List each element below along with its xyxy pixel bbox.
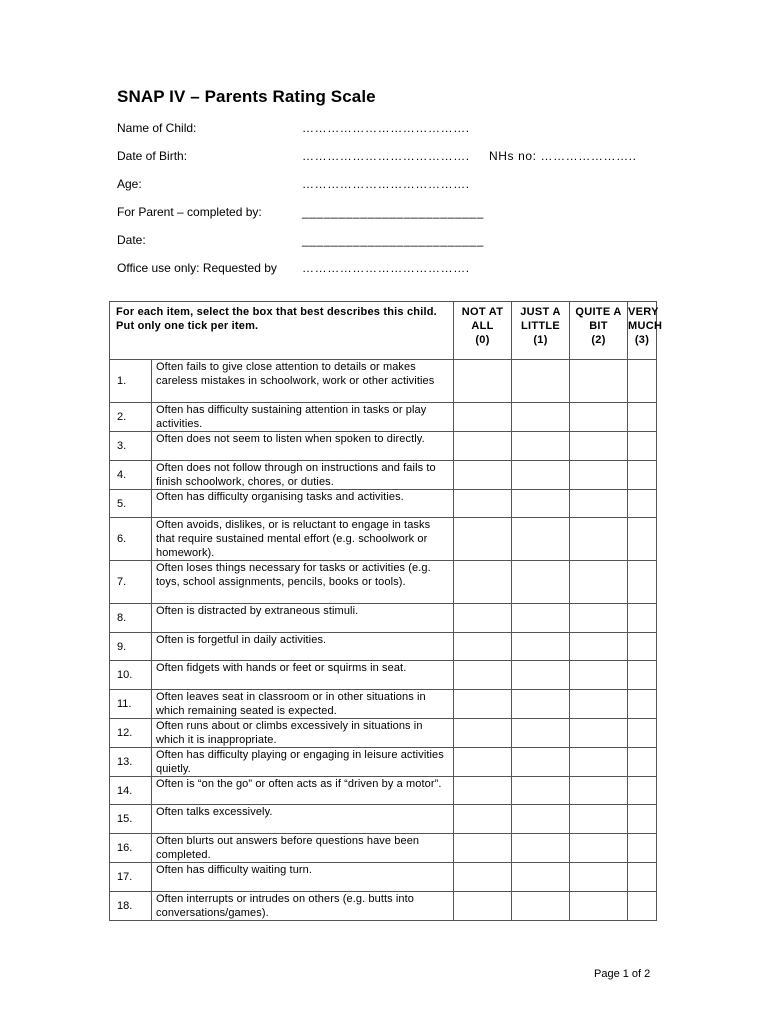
item-number: 6. (110, 518, 152, 561)
tick-box-just-a-little[interactable] (512, 690, 570, 719)
field-label: Office use only: Requested by (117, 261, 277, 275)
table-header-row (110, 302, 657, 360)
item-description: Often has difficulty playing or engaging in leisure activities quietly. (152, 748, 454, 777)
tick-box-just-a-little[interactable] (512, 892, 570, 921)
table-row (110, 834, 657, 863)
option-label: VERY MUCH (628, 306, 663, 332)
option-score: (2) (591, 334, 606, 346)
tick-box-quite-a-bit[interactable] (570, 490, 628, 518)
item-description: Often avoids, dislikes, or is reluctant to engage in tasks that require sustained mental effort (e.g. schoolwork or homework). (152, 518, 454, 561)
item-description: Often does not seem to listen when spoken to directly. (152, 432, 454, 461)
table-row (110, 461, 657, 490)
table-row (110, 403, 657, 432)
item-description: Often fails to give close attention to details or makes careless mistakes in schoolwork, work or other activities (152, 360, 454, 403)
tick-box-not-at-all[interactable] (454, 561, 512, 604)
tick-box-very-much[interactable] (628, 432, 657, 461)
table-row (110, 633, 657, 661)
field-value-line[interactable]: …………………………………. (302, 177, 470, 191)
option-score: (0) (475, 334, 490, 346)
option-quite-a-bit (570, 302, 628, 360)
item-number: 3. (110, 432, 152, 461)
tick-box-quite-a-bit[interactable] (570, 604, 628, 633)
tick-box-quite-a-bit[interactable] (570, 777, 628, 805)
tick-box-just-a-little[interactable] (512, 403, 570, 432)
tick-box-quite-a-bit[interactable] (570, 461, 628, 490)
tick-box-just-a-little[interactable] (512, 748, 570, 777)
tick-box-not-at-all[interactable] (454, 748, 512, 777)
item-description: Often is forgetful in daily activities. (152, 633, 454, 661)
tick-box-just-a-little[interactable] (512, 633, 570, 661)
tick-box-not-at-all[interactable] (454, 719, 512, 748)
tick-box-very-much[interactable] (628, 518, 657, 561)
item-description: Often is “on the go” or often acts as if “driven by a motor”. (152, 777, 454, 805)
item-number: 8. (110, 604, 152, 633)
option-score: (1) (533, 334, 548, 346)
tick-box-very-much[interactable] (628, 461, 657, 490)
item-number: 12. (110, 719, 152, 748)
table-row (110, 863, 657, 892)
option-not-at-all (454, 302, 512, 360)
item-description: Often leaves seat in classroom or in other situations in which remaining seated is expected. (152, 690, 454, 719)
tick-box-not-at-all[interactable] (454, 360, 512, 403)
item-number: 14. (110, 777, 152, 805)
tick-box-very-much[interactable] (628, 604, 657, 633)
item-description: Often does not follow through on instructions and fails to finish schoolwork, chores, or duties. (152, 461, 454, 490)
tick-box-just-a-little[interactable] (512, 805, 570, 834)
tick-box-very-much[interactable] (628, 633, 657, 661)
tick-box-just-a-little[interactable] (512, 777, 570, 805)
tick-box-quite-a-bit[interactable] (570, 633, 628, 661)
table-row (110, 490, 657, 518)
table-row (110, 777, 657, 805)
item-number: 15. (110, 805, 152, 834)
tick-box-quite-a-bit[interactable] (570, 432, 628, 461)
option-just-a-little (512, 302, 570, 360)
item-description: Often fidgets with hands or feet or squirms in seat. (152, 661, 454, 690)
tick-box-just-a-little[interactable] (512, 561, 570, 604)
tick-box-quite-a-bit[interactable] (570, 805, 628, 834)
item-number: 5. (110, 490, 152, 518)
tick-box-just-a-little[interactable] (512, 461, 570, 490)
tick-box-quite-a-bit[interactable] (570, 661, 628, 690)
tick-box-quite-a-bit[interactable] (570, 892, 628, 921)
tick-box-not-at-all[interactable] (454, 461, 512, 490)
tick-box-just-a-little[interactable] (512, 719, 570, 748)
tick-box-just-a-little[interactable] (512, 432, 570, 461)
item-number: 1. (110, 360, 152, 403)
tick-box-quite-a-bit[interactable] (570, 719, 628, 748)
tick-box-not-at-all[interactable] (454, 432, 512, 461)
tick-box-quite-a-bit[interactable] (570, 834, 628, 863)
item-number: 18. (110, 892, 152, 921)
item-description: Often has difficulty sustaining attention in tasks or play activities. (152, 403, 454, 432)
table-row (110, 360, 657, 403)
tick-box-very-much[interactable] (628, 748, 657, 777)
tick-box-just-a-little[interactable] (512, 518, 570, 561)
table-row (110, 805, 657, 834)
option-very-much (628, 302, 663, 360)
tick-box-very-much[interactable] (628, 834, 657, 863)
tick-box-just-a-little[interactable] (512, 604, 570, 633)
tick-box-not-at-all[interactable] (454, 834, 512, 863)
tick-box-not-at-all[interactable] (454, 863, 512, 892)
option-label: JUST A LITTLE (520, 306, 561, 332)
item-description: Often loses things necessary for tasks or activities (e.g. toys, school assignments, pencils, books or tools). (152, 561, 454, 604)
tick-box-just-a-little[interactable] (512, 661, 570, 690)
tick-box-not-at-all[interactable] (454, 403, 512, 432)
tick-box-not-at-all[interactable] (454, 518, 512, 561)
table-row (110, 892, 657, 921)
item-description: Often is distracted by extraneous stimuli. (152, 604, 454, 633)
item-description: Often has difficulty organising tasks and activities. (152, 490, 454, 518)
tick-box-quite-a-bit[interactable] (570, 863, 628, 892)
tick-box-not-at-all[interactable] (454, 604, 512, 633)
tick-box-not-at-all[interactable] (454, 661, 512, 690)
tick-box-very-much[interactable] (628, 360, 657, 403)
tick-box-just-a-little[interactable] (512, 834, 570, 863)
field-value-line[interactable]: …………………………………. (302, 149, 470, 163)
field-label: For Parent – completed by: (117, 205, 262, 219)
item-description: Often interrupts or intrudes on others (e.g. butts into conversations/games). (152, 892, 454, 921)
tick-box-very-much[interactable] (628, 561, 657, 604)
item-number: 16. (110, 834, 152, 863)
tick-box-not-at-all[interactable] (454, 490, 512, 518)
tick-box-not-at-all[interactable] (454, 690, 512, 719)
table-row (110, 432, 657, 461)
field-label: Age: (117, 177, 142, 191)
tick-box-quite-a-bit[interactable] (570, 518, 628, 561)
tick-box-quite-a-bit[interactable] (570, 748, 628, 777)
field-value-line[interactable]: _________________________ (302, 233, 484, 247)
tick-box-quite-a-bit[interactable] (570, 360, 628, 403)
table-row (110, 561, 657, 604)
nhs-number-field[interactable]: NHs no: ………………….. (489, 149, 637, 163)
item-description: Often talks excessively. (152, 805, 454, 834)
item-number: 11. (110, 690, 152, 719)
item-description: Often has difficulty waiting turn. (152, 863, 454, 892)
item-number: 17. (110, 863, 152, 892)
item-number: 10. (110, 661, 152, 690)
item-number: 4. (110, 461, 152, 490)
tick-box-just-a-little[interactable] (512, 360, 570, 403)
field-value-line[interactable]: _________________________ (302, 205, 484, 219)
option-label: NOT AT ALL (461, 306, 504, 332)
tick-box-just-a-little[interactable] (512, 863, 570, 892)
tick-box-quite-a-bit[interactable] (570, 561, 628, 604)
tick-box-very-much[interactable] (628, 490, 657, 518)
item-description: Often runs about or climbs excessively in situations in which it is inappropriate. (152, 719, 454, 748)
tick-box-very-much[interactable] (628, 777, 657, 805)
option-label: QUITE A BIT (575, 306, 622, 332)
option-score: (3) (634, 334, 650, 346)
item-number: 9. (110, 633, 152, 661)
tick-box-very-much[interactable] (628, 805, 657, 834)
page-number: Page 1 of 2 (594, 968, 651, 980)
table-row (110, 604, 657, 633)
field-value-line[interactable]: …………………………………. (302, 121, 470, 135)
item-number: 13. (110, 748, 152, 777)
tick-box-not-at-all[interactable] (454, 892, 512, 921)
tick-box-quite-a-bit[interactable] (570, 403, 628, 432)
tick-box-not-at-all[interactable] (454, 777, 512, 805)
instruction-text: For each item, select the box that best describes this child. Put only one tick per item. (110, 302, 454, 360)
tick-box-very-much[interactable] (628, 863, 657, 892)
tick-box-not-at-all[interactable] (454, 805, 512, 834)
tick-box-very-much[interactable] (628, 661, 657, 690)
page-title: SNAP IV – Parents Rating Scale (117, 87, 376, 106)
tick-box-very-much[interactable] (628, 690, 657, 719)
item-description: Often blurts out answers before questions have been completed. (152, 834, 454, 863)
field-label: Date: (117, 233, 146, 247)
tick-box-not-at-all[interactable] (454, 633, 512, 661)
tick-box-very-much[interactable] (628, 719, 657, 748)
table-row (110, 719, 657, 748)
field-value-line[interactable]: …………………………………. (302, 261, 470, 275)
item-number: 2. (110, 403, 152, 432)
tick-box-quite-a-bit[interactable] (570, 690, 628, 719)
field-label: Date of Birth: (117, 149, 188, 163)
tick-box-very-much[interactable] (628, 403, 657, 432)
table-row (110, 748, 657, 777)
tick-box-just-a-little[interactable] (512, 490, 570, 518)
table-row (110, 661, 657, 690)
item-number: 7. (110, 561, 152, 604)
tick-box-very-much[interactable] (628, 892, 657, 921)
table-row (110, 518, 657, 561)
rating-table (109, 301, 663, 921)
field-label: Name of Child: (117, 121, 197, 135)
table-row (110, 690, 657, 719)
